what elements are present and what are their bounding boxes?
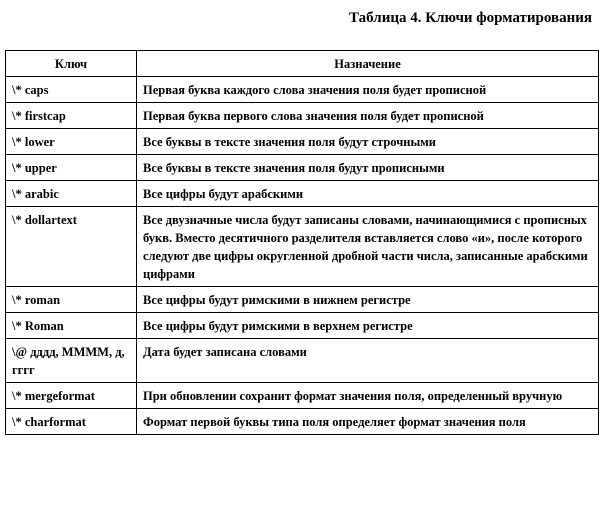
description-cell: Первая буква первого слова значения поля будет прописной [137, 103, 599, 129]
key-cell: \* upper [6, 155, 137, 181]
table-row [6, 181, 599, 207]
table-row [6, 207, 599, 287]
description-cell: Все буквы в тексте значения поля будут прописными [137, 155, 599, 181]
description-cell: При обновлении сохранит формат значения поля, определенный вручную [137, 383, 599, 409]
table-row [6, 155, 599, 181]
description-cell: Все двузначные числа будут записаны словами, начинающимися с прописных букв. Вместо десятичного разделителя вставляется слово «и», после которого следуют две цифры округленной дробной части числа, записанные арабскими цифрами [137, 207, 599, 287]
key-cell: \* lower [6, 129, 137, 155]
key-cell: \* arabic [6, 181, 137, 207]
key-cell: \* dollartext [6, 207, 137, 287]
table-row [6, 287, 599, 313]
table-row [6, 383, 599, 409]
description-cell: Все цифры будут римскими в верхнем регистре [137, 313, 599, 339]
table-row [6, 409, 599, 435]
description-cell: Все цифры будут арабскими [137, 181, 599, 207]
description-cell: Все цифры будут римскими в нижнем регистре [137, 287, 599, 313]
table-row [6, 77, 599, 103]
table-caption: Таблица 4. Ключи форматирования [349, 10, 592, 26]
description-cell: Дата будет записана словами [137, 339, 599, 383]
key-cell: \* Roman [6, 313, 137, 339]
table-row [6, 313, 599, 339]
key-cell: \* roman [6, 287, 137, 313]
key-cell: \@ дддд, ММММ, д, гггг [6, 339, 137, 383]
description-cell: Формат первой буквы типа поля определяет формат значения поля [137, 409, 599, 435]
key-cell: \* caps [6, 77, 137, 103]
key-cell: \* mergeformat [6, 383, 137, 409]
description-cell: Все буквы в тексте значения поля будут строчными [137, 129, 599, 155]
description-cell: Первая буква каждого слова значения поля будет прописной [137, 77, 599, 103]
table-row [6, 103, 599, 129]
formatting-keys-table [5, 50, 599, 435]
key-cell: \* charformat [6, 409, 137, 435]
column-header-description: Назначение [137, 51, 599, 77]
column-header-key: Ключ [6, 51, 137, 77]
table-row [6, 339, 599, 383]
key-cell: \* firstcap [6, 103, 137, 129]
table-header-row [6, 51, 599, 77]
table-row [6, 129, 599, 155]
